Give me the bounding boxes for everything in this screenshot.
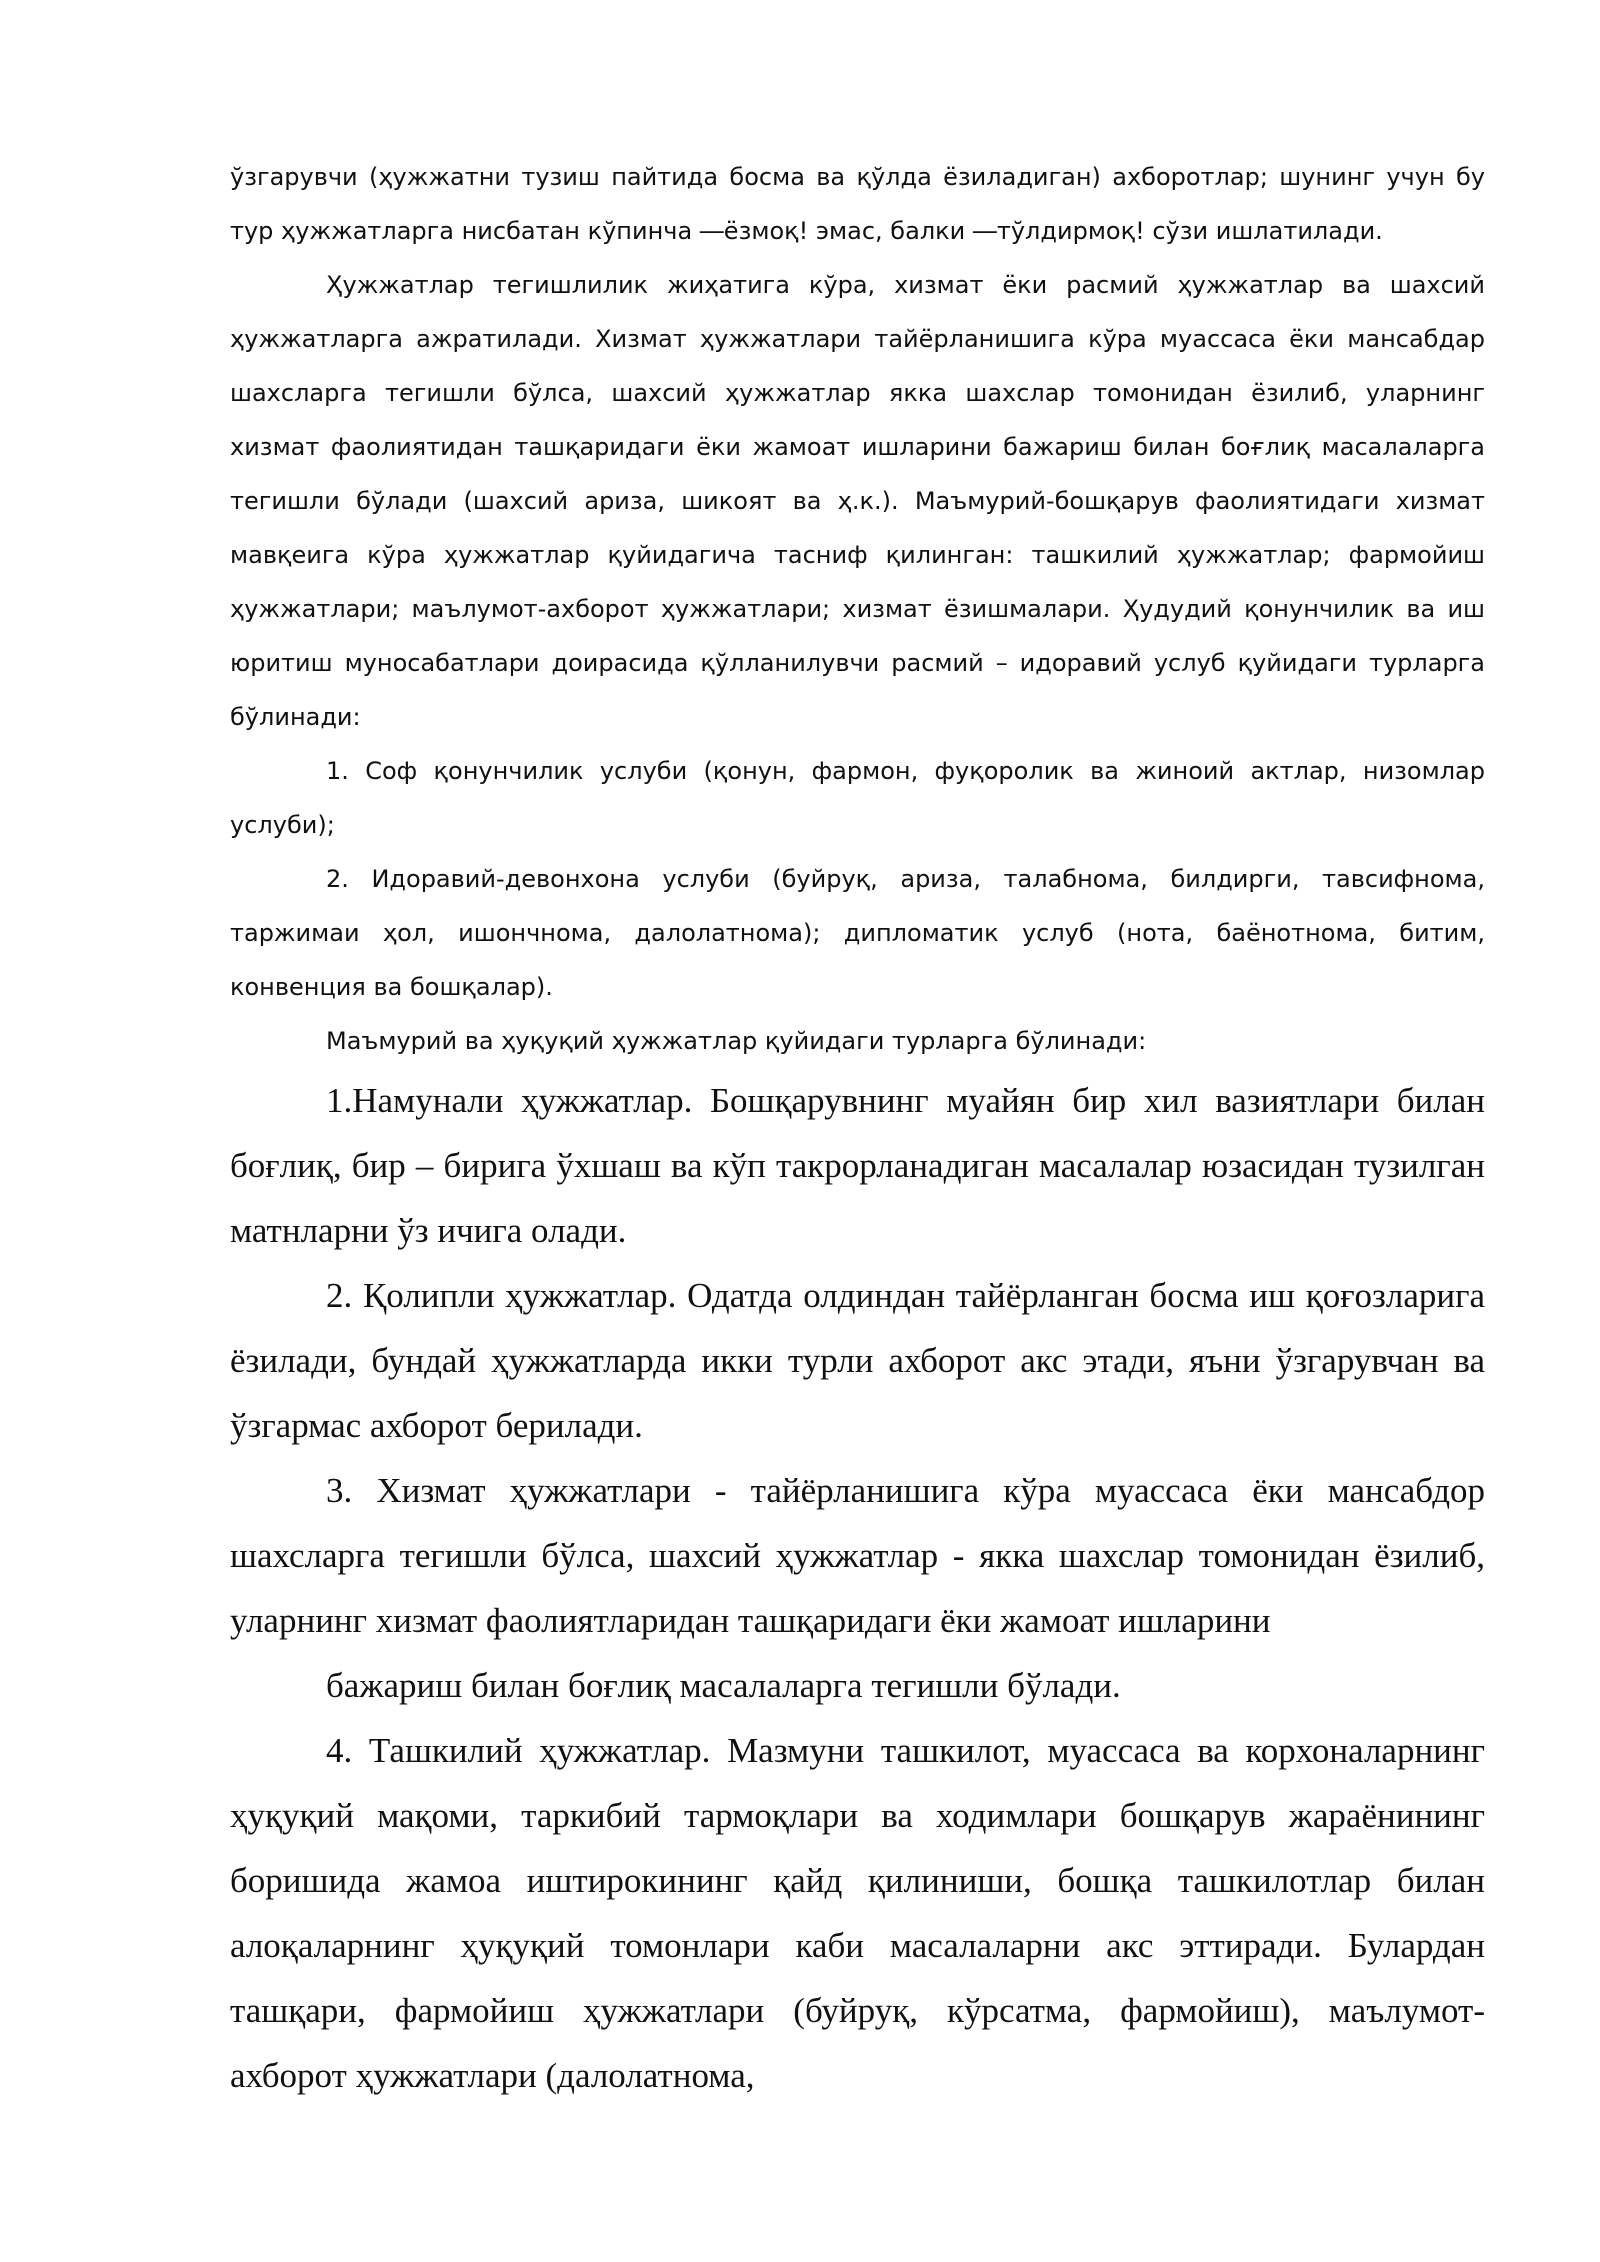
list-item-service-documents: 3. Хизмат ҳужжатлари - тайёрланишига кўра муассаса ёки мансабдор шахсларга тегишли бўлса, шахсий ҳужжатлар - якка шахслар томонидан ёзилиб, уларнинг хизмат фаолиятларидан ташқаридаги ёки жамоат ишларини	[230, 1471, 1485, 1640]
text-column	[230, 150, 1485, 2108]
list-item-office-style: 2. Идоравий-девонхона услуби (буйруқ, ариза, талабнома, билдирги, тавсифнома, таржимаи ҳол, ишончнома, далолатнома); дипломатик услуб (нота, баёнотнома, битим, конвенция ва бошқалар).	[230, 865, 1485, 1001]
list-item-organizational-documents: 4. Ташкилий ҳужжатлар. Мазмуни ташкилот, муассаса ва корхоналарнинг ҳуқуқий мақоми, таркибий тармоқлари ва ходимлари бошқарув жараёнининг боришида жамоа иштирокининг қайд қилиниши, бошқа ташкилотлар билан алоқаларнинг ҳуқуқий томонлари каби масалаларни акс эттиради. Булардан ташқари, фармойиш ҳужжатлари (буйруқ, кўрсатма, фармойиш), маълумот- ахборот ҳужжатлари (далолатнома,	[230, 1731, 1485, 2095]
paragraph-legal-types-heading: Маъмурий ва ҳуқуқий ҳужжатлар қуйидаги турларга бўлинади:	[326, 1027, 1147, 1055]
paragraph-intro-continuation: ўзгарувчи (ҳужжатни тузиш пайтида босма ва қўлда ёзиладиган) ахборотлар; шунинг учун бу тур ҳужжатларга нисбатан кўпинча ―ёзмоқ! эмас, балки ―тўлдирмоқ! сўзи ишлатилади.	[230, 163, 1485, 245]
list-item-service-documents-tail: бажариш билан боғлиқ масалаларга тегишли бўлади.	[326, 1666, 1121, 1705]
list-item-template-documents: 2. Қолипли ҳужжатлар. Одатда олдиндан тайёрланган босма иш қоғозларига ёзилади, бундай ҳужжатларда икки турли ахборот акс этади, яъни ўзгарувчан ва ўзгармас ахборот берилади.	[230, 1276, 1485, 1445]
list-item-legislative-style: 1. Соф қонунчилик услуби (қонун, фармон, фуқоролик ва жиноий актлар, низомлар услуби);	[230, 757, 1485, 839]
list-item-sample-documents: 1.Намунали ҳужжатлар. Бошқарувнинг муайян бир хил вазиятлари билан боғлиқ, бир – бирига ўхшаш ва кўп такрорланадиган масалалар юзасидан тузилган матнларни ўз ичига олади.	[230, 1081, 1485, 1250]
paragraph-document-types: Ҳужжатлар тегишлилик жиҳатига кўра, хизмат ёки расмий ҳужжатлар ва шахсий ҳужжатларга ажратилади. Хизмат ҳужжатлари тайёрланишига кўра муассаса ёки мансабдар шахсларга тегишли бўлса, шахсий ҳужжатлар якка шахслар томонидан ёзилиб, уларнинг хизмат фаолиятидан ташқаридаги ёки жамоат ишларини бажариш билан боғлиқ масалаларга тегишли бўлади (шахсий ариза, шикоят ва ҳ.к.). Маъмурий-бошқарув фаолиятидаги хизмат мавқеига кўра ҳужжатлар қуйидагича тасниф қилинган: ташкилий ҳужжатлар; фармойиш ҳужжатлари; маълумот-ахборот ҳужжатлари; хизмат ёзишмалари. Ҳудудий қонунчилик ва иш юритиш муносабатлари доирасида қўлланилувчи расмий – идоравий услуб қуйидаги турларга бўлинади:	[230, 271, 1485, 731]
